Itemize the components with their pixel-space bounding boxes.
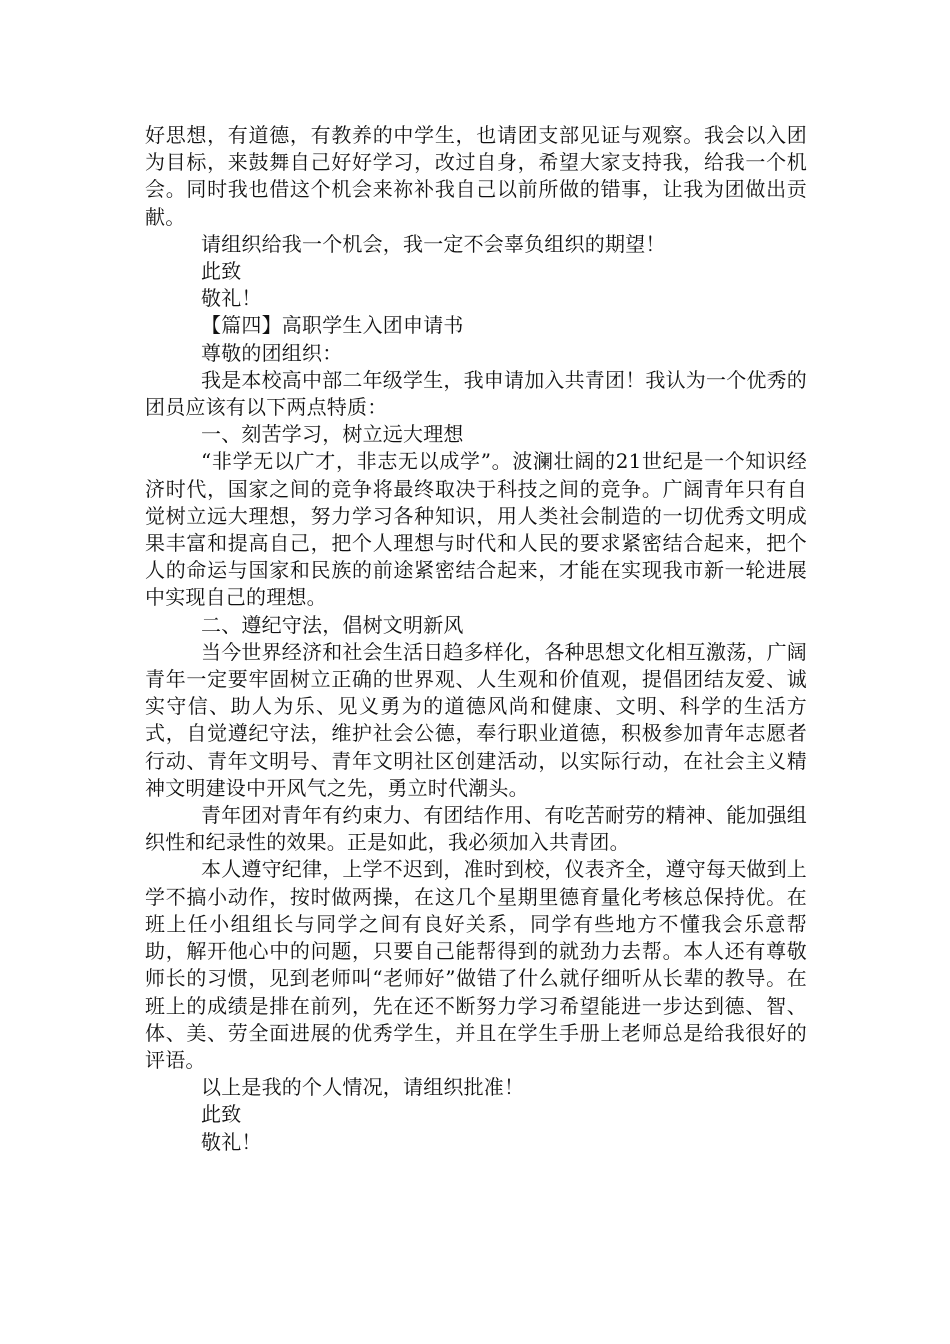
paragraph: 好思想，有道德，有教养的中学生，也请团支部见证与观察。我会以入团为目标，来鼓舞自己好好学习，改过自身，希望大家支持我，给我一个机会。同时我也借这个机会来祢补我自己以前所做的错事，让我为团做出贡献。 (145, 123, 807, 229)
paragraph: 以上是我的个人情况，请组织批准！ (201, 1075, 525, 1100)
paragraph: 本人遵守纪律，上学不迟到，准时到校，仪表齐全，遵守每天做到上学不搞小动作，按时做两操，在这几个星期里德育量化考核总保持优。在班上任小组组长与同学之间有良好关系，同学有些地方不懂我会乐意帮助，解开他心中的问题，只要自己能帮得到的就劲力去帮。本人还有尊敬师长的习惯，见到老师叫“老师好”做错了什么就仔细听从长辈的教导。在班上的成绩是排在前列，先在还不断努力学习希望能进一步达到德、智、体、美、劳全面进展的优秀学生，并且在学生手册上老师总是给我很好的评语。 (145, 857, 807, 1072)
document-body (145, 122, 807, 1156)
paragraph: 我是本校高中部二年级学生，我申请加入共青团！我认为一个优秀的团员应该有以下两点特质： (145, 367, 807, 420)
closing-salutation: 此致 (201, 259, 242, 284)
closing-regards: 敬礼！ (201, 1129, 262, 1154)
greeting: 尊敬的团组织： (201, 340, 343, 365)
closing-salutation: 此致 (201, 1102, 242, 1127)
paragraph: “非学无以广才，非志无以成学”。波澜壮阔的21世纪是一个知识经济时代，国家之间的竞争将最终取决于科技之间的竞争。广阔青年只有自觉树立远大理想，努力学习各种知识，用人类社会制造的一切优秀文明成果丰富和提高自己，把个人理想与时代和人民的要求紧密结合起来，把个人的命运与国家和民族的前途紧密结合起来，才能在实现我市新一轮进展中实现自己的理想。 (145, 449, 807, 610)
paragraph: 青年团对青年有约束力、有团结作用、有吃苦耐劳的精神、能加强组织性和纪录性的效果。正是如此，我必须加入共青团。 (145, 803, 807, 855)
section-title: 【篇四】高职学生入团申请书 (201, 313, 464, 338)
paragraph: 请组织给我一个机会，我一定不会辜负组织的期望！ (201, 231, 666, 256)
paragraph: 当今世界经济和社会生活日趋多样化，各种思想文化相互激荡，广阔青年一定要牢固树立正确的世界观、人生观和价值观，提倡团结友爱、诚实守信、助人为乐、见义勇为的道德风尚和健康、文明、科学的生活方式，自觉遵纪守法，维护社会公德，奉行职业道德，积极参加青年志愿者行动、青年文明号、青年文明社区创建活动，以实际行动，在社会主义精神文明建设中开风气之先，勇立时代潮头。 (145, 639, 807, 800)
subheading: 二、遵纪守法，倡树文明新风 (201, 612, 464, 637)
closing-regards: 敬礼！ (201, 286, 262, 311)
subheading: 一、刻苦学习，树立远大理想 (201, 422, 464, 447)
